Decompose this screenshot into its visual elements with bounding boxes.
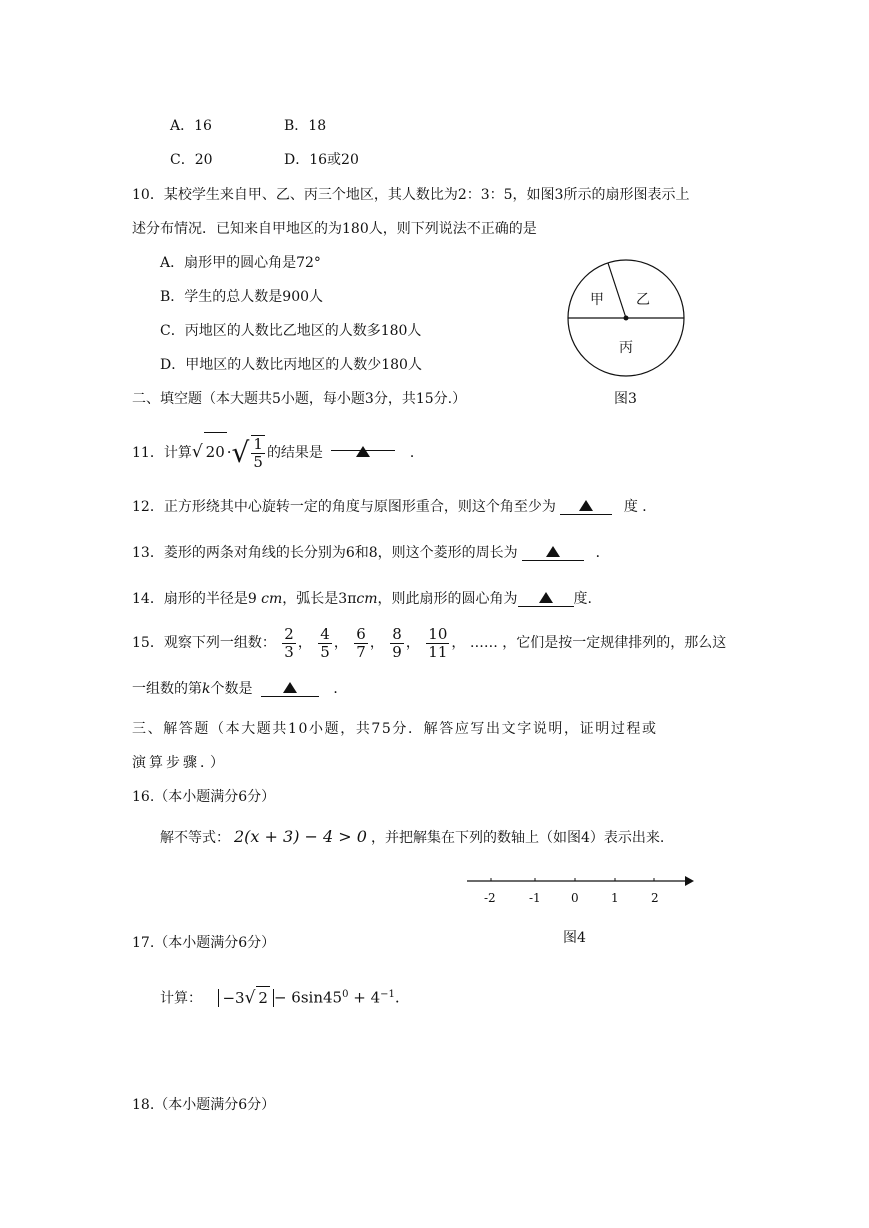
axis-tick-label: 1 bbox=[611, 891, 619, 905]
axis-tick-label: 0 bbox=[571, 891, 579, 905]
q10-option-b: B．学生的总人数是900人 bbox=[160, 289, 324, 305]
q16-prefix: 解不等式： bbox=[160, 830, 230, 846]
q15-frac-5: $\frac{10}{11}$ bbox=[428, 624, 448, 661]
axis-tick-label: 2 bbox=[651, 891, 659, 905]
q15-line2 bbox=[132, 680, 347, 698]
q9-option-c: C．20 bbox=[170, 152, 213, 168]
q16-expression: 2(x + 3) − 4 > 0 bbox=[234, 827, 367, 846]
q12-prefix: 12．正方形绕其中心旋转一定的角度与原图形重合，则这个角至少为 bbox=[132, 499, 556, 515]
q10-option-d: D．甲地区的人数比丙地区的人数少180人 bbox=[160, 357, 422, 373]
q13 bbox=[132, 544, 610, 562]
axis-tick-label: -1 bbox=[529, 891, 541, 905]
triangle-icon bbox=[539, 592, 553, 603]
q15-frac-2: $\frac{4}{5}$ bbox=[320, 624, 330, 661]
q17-rest: − 6sin45 bbox=[273, 988, 343, 1007]
q17-abs: −3√ 2 bbox=[218, 989, 274, 1007]
q13-answer-blank[interactable] bbox=[522, 544, 584, 561]
q9-option-d: D．16或20 bbox=[284, 152, 359, 168]
q10-option-c: C．丙地区的人数比乙地区的人数多180人 bbox=[160, 323, 422, 339]
q17-exp: −1 bbox=[380, 989, 395, 1000]
q17-body bbox=[160, 984, 400, 1010]
q15-line2-prefix: 一组数的第 bbox=[132, 681, 202, 697]
q15-sep: ， bbox=[405, 635, 420, 651]
q15-prefix: 15．观察下列一组数： bbox=[132, 635, 276, 651]
q10-stem-line1: 10．某校学生来自甲、乙、丙三个地区，其人数比为2：3：5，如图3所示的扇形图表示上 bbox=[132, 187, 690, 203]
q17-prefix: 计算： bbox=[160, 990, 202, 1007]
q17-plus: + 4 bbox=[348, 988, 381, 1007]
q14-mid: ，弧长是3π bbox=[282, 591, 357, 607]
sector-label-yi: 乙 bbox=[636, 292, 650, 308]
q14-unit-cm: cm bbox=[261, 591, 283, 607]
q17-end: . bbox=[394, 988, 400, 1007]
q15-var-k: k bbox=[202, 681, 211, 697]
sector-label-bing: 丙 bbox=[619, 340, 633, 356]
figure-3-sector-chart bbox=[566, 258, 688, 380]
q12-suffix: 度 ． bbox=[623, 499, 657, 515]
section-3-heading-line1: 三、解答题（本大题共10小题，共75分．解答应写出文字说明，证明过程或 bbox=[132, 721, 658, 737]
q14-answer-blank[interactable] bbox=[518, 590, 574, 607]
q10-stem-line2: 述分布情况．已知来自甲地区的为180人，则下列说法不正确的是 bbox=[132, 221, 537, 237]
q17-deg: 0 bbox=[342, 989, 349, 1000]
q16-title: 16.（本小题满分6分） bbox=[132, 789, 276, 805]
q15-line2-mid: 个数是 bbox=[210, 681, 253, 697]
triangle-icon bbox=[579, 500, 593, 511]
q18-title: 18.（本小题满分6分） bbox=[132, 1097, 276, 1113]
axis-tick-label: -2 bbox=[484, 891, 496, 905]
q14-unit-cm-2: cm bbox=[356, 591, 378, 607]
q15-frac-3: $\frac{6}{7}$ bbox=[356, 624, 366, 661]
q11-sqrt20: √ 20 bbox=[192, 443, 227, 461]
q15-end: ． bbox=[333, 681, 348, 697]
q15-sep: ， bbox=[333, 635, 348, 651]
q15-sep: ， bbox=[451, 635, 466, 651]
q15-frac-4: $\frac{8}{9}$ bbox=[392, 624, 402, 661]
q14 bbox=[132, 590, 592, 608]
q11-dot: · bbox=[226, 443, 232, 461]
q12-answer-blank[interactable] bbox=[560, 498, 612, 515]
section-3-heading-line2: 演算步骤．） bbox=[132, 755, 227, 771]
q16-suffix: ，并把解集在下列的数轴上（如图4）表示出来. bbox=[370, 830, 665, 846]
triangle-icon bbox=[283, 682, 297, 693]
q13-prefix: 13．菱形的两条对角线的长分别为6和8，则这个菱形的周长为 bbox=[132, 545, 518, 561]
sector-label-jia: 甲 bbox=[590, 292, 604, 308]
q15-ellipsis: …… bbox=[469, 635, 498, 651]
q11 bbox=[132, 432, 424, 472]
q9-option-a: A．16 bbox=[170, 118, 212, 134]
q14-prefix: 14．扇形的半径是9 bbox=[132, 591, 262, 607]
q11-suffix: 的结果是 bbox=[266, 445, 323, 461]
q17-title: 17.（本小题满分6分） bbox=[132, 935, 276, 951]
number-line bbox=[465, 872, 697, 888]
figure-4-caption: 图4 bbox=[563, 930, 586, 946]
q13-suffix: ． bbox=[595, 545, 610, 561]
q15-sep: ， bbox=[297, 635, 312, 651]
q14-suffix: 度. bbox=[573, 591, 592, 607]
q12 bbox=[132, 498, 656, 516]
figure-3-caption: 图3 bbox=[614, 391, 637, 407]
q11-answer-blank[interactable] bbox=[331, 434, 395, 451]
q11-sqrt-frac: √ $\frac{1}{5}$ bbox=[231, 435, 263, 471]
q15-frac-1: $\frac{2}{3}$ bbox=[284, 624, 294, 661]
section-2-heading: 二、填空题（本大题共5小题，每小题3分，共15分.） bbox=[132, 391, 467, 407]
q9-option-b: B．18 bbox=[284, 118, 327, 134]
q11-end: ． bbox=[409, 445, 424, 461]
q15-answer-blank[interactable] bbox=[261, 680, 319, 697]
triangle-icon bbox=[546, 546, 560, 557]
q10-option-a: A．扇形甲的圆心角是72° bbox=[160, 255, 321, 271]
q16-body bbox=[160, 828, 664, 847]
q15-line1 bbox=[132, 622, 726, 664]
q15-sep: ， bbox=[369, 635, 384, 651]
triangle-icon bbox=[356, 446, 370, 457]
q15-suffix: ，它们是按一定规律排列的，那么这 bbox=[502, 635, 727, 651]
q11-prefix: 11．计算 bbox=[132, 445, 192, 461]
q14-mid2: ，则此扇形的圆心角为 bbox=[377, 591, 518, 607]
